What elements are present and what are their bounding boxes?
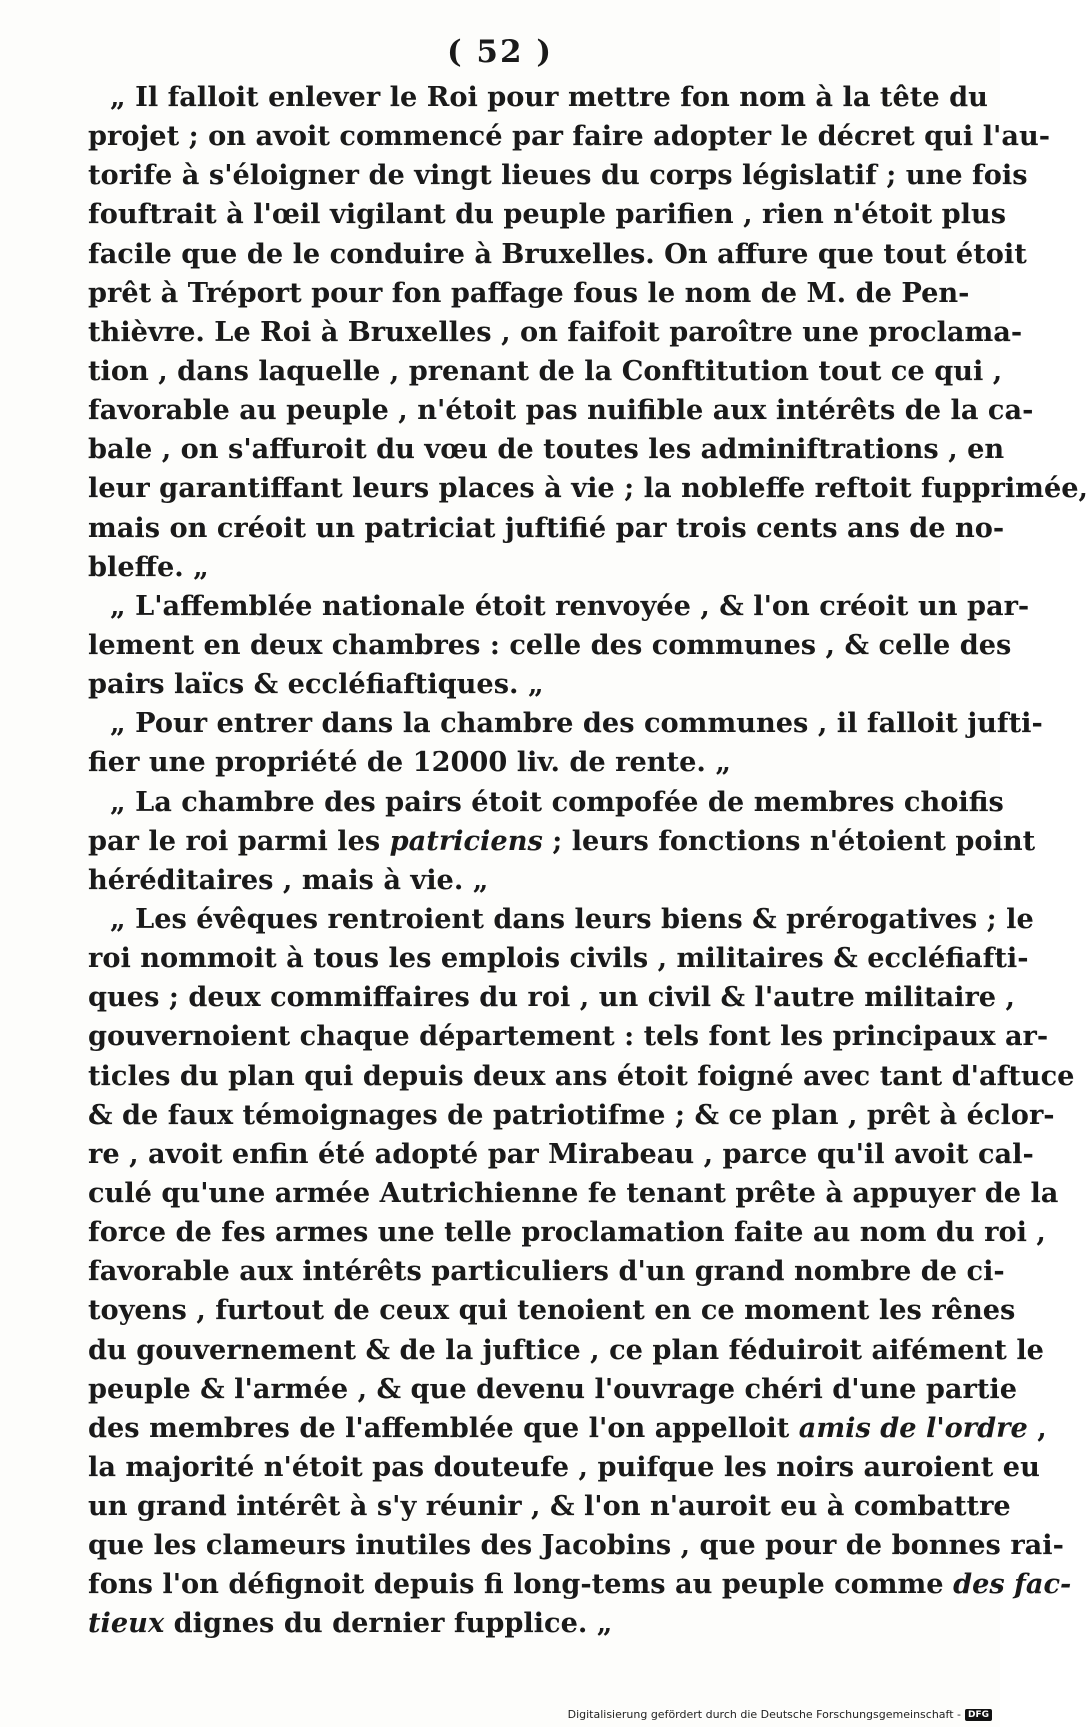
text-line: „ L'affemblée nationale étoit renvoyée , & l'on créoit un par- — [110, 589, 1030, 622]
text-line: tieux dignes du dernier fupplice. „ — [88, 1607, 613, 1640]
text-line: gouvernoient chaque département : tels font les principaux ar- — [88, 1020, 1049, 1053]
text-line: fouftrait à l'œil vigilant du peuple parifien , rien n'étoit plus — [88, 198, 1007, 231]
page-number: ( 52 ) — [446, 34, 554, 70]
text-line: des membres de l'affemblée que l'on appelloit amis de l'ordre , — [88, 1411, 1047, 1444]
text-line: tion , dans laquelle , prenant de la Conftitution tout ce qui , — [88, 354, 1003, 387]
text-line: ques ; deux commiffaires du roi , un civil & l'autre militaire , — [88, 981, 1016, 1014]
text-line: „ Pour entrer dans la chambre des communes , il falloit jufti- — [110, 707, 1043, 740]
text-line: torife à s'éloigner de vingt lieues du corps législatif ; une fois — [88, 159, 1028, 192]
text-line: héréditaires , mais à vie. „ — [88, 863, 489, 896]
italic-text: amis de l'ordre — [798, 1411, 1028, 1444]
text-line: „ Les évêques rentroient dans leurs biens & prérogatives ; le — [110, 902, 1034, 935]
text-line: bale , on s'affuroit du vœu de toutes les adminiftrations , en — [88, 433, 1005, 466]
text-line: facile que de le conduire à Bruxelles. On affure que tout étoit — [88, 237, 1027, 270]
text-line: prêt à Tréport pour fon paffage fous le nom de M. de Pen- — [88, 276, 970, 309]
text-line: favorable aux intérêts particuliers d'un grand nombre de ci- — [88, 1255, 1005, 1288]
italic-text: patriciens — [389, 824, 543, 857]
text-line: ticles du plan qui depuis deux ans étoit foigné avec tant d'aftuce — [88, 1059, 1075, 1092]
text-line: toyens , furtout de ceux qui tenoient en ce moment les rênes — [88, 1294, 1016, 1327]
text-line: bleffe. „ — [88, 550, 209, 583]
text-line: thièvre. Le Roi à Bruxelles , on faifoit paroître une proclama- — [88, 315, 1023, 348]
text-line: „ La chambre des pairs étoit compofée de membres choifis — [110, 785, 1004, 818]
text-line: fons l'on défignoit depuis fi long-tems au peuple comme des fac- — [88, 1568, 1072, 1601]
text-line: un grand intérêt à s'y réunir , & l'on n'auroit eu à combattre — [88, 1490, 1011, 1523]
text-line: par le roi parmi les patriciens ; leurs fonctions n'étoient point — [88, 824, 1036, 857]
text-line: peuple & l'armée , & que devenu l'ouvrage chéri d'une partie — [88, 1372, 1018, 1405]
text-line: leur garantiffant leurs places à vie ; la nobleffe reftoit fupprimée, — [88, 472, 1088, 505]
text-line: roi nommoit à tous les emplois civils , militaires & eccléfiafti- — [88, 942, 1029, 975]
italic-text: des fac- — [953, 1568, 1072, 1601]
digitization-credit — [568, 1708, 992, 1721]
text-line: mais on créoit un patriciat juftifié par trois cents ans de no- — [88, 511, 1005, 544]
credit-text: Digitalisierung gefördert durch die Deutsche Forschungsgemeinschaft - — [567, 1708, 961, 1721]
body-text — [88, 78, 1088, 1644]
italic-text: tieux — [88, 1607, 165, 1640]
text-line: favorable au peuple , n'étoit pas nuifible aux intérêts de la ca- — [88, 394, 1034, 427]
text-line: fier une propriété de 12000 liv. de rente. „ — [88, 746, 731, 779]
text-line: culé qu'une armée Autrichienne fe tenant prête à appuyer de la — [88, 1176, 1059, 1209]
text-line: & de faux témoignages de patriotifme ; & ce plan , prêt à éclor- — [88, 1098, 1055, 1131]
text-line: „ Il falloit enlever le Roi pour mettre fon nom à la tête du — [110, 81, 988, 113]
text-line: pairs laïcs & eccléfiaftiques. „ — [88, 668, 544, 701]
text-line: la majorité n'étoit pas douteufe , puifque les noirs auroient eu — [88, 1450, 1040, 1483]
text-line: que les clameurs inutiles des Jacobins , que pour de bonnes rai- — [88, 1529, 1064, 1562]
text-line: force de fes armes une telle proclamation faite au nom du roi , — [88, 1216, 1046, 1249]
text-line: du gouvernement & de la juftice , ce plan féduiroit aifément le — [88, 1333, 1044, 1366]
text-line: re , avoit enfin été adopté par Mirabeau , parce qu'il avoit cal- — [88, 1137, 1034, 1170]
dfg-logo: DFG — [965, 1709, 992, 1721]
text-line: projet ; on avoit commencé par faire adopter le décret qui l'au- — [88, 120, 1051, 153]
text-line: lement en deux chambres : celle des communes , & celle des — [88, 628, 1012, 661]
